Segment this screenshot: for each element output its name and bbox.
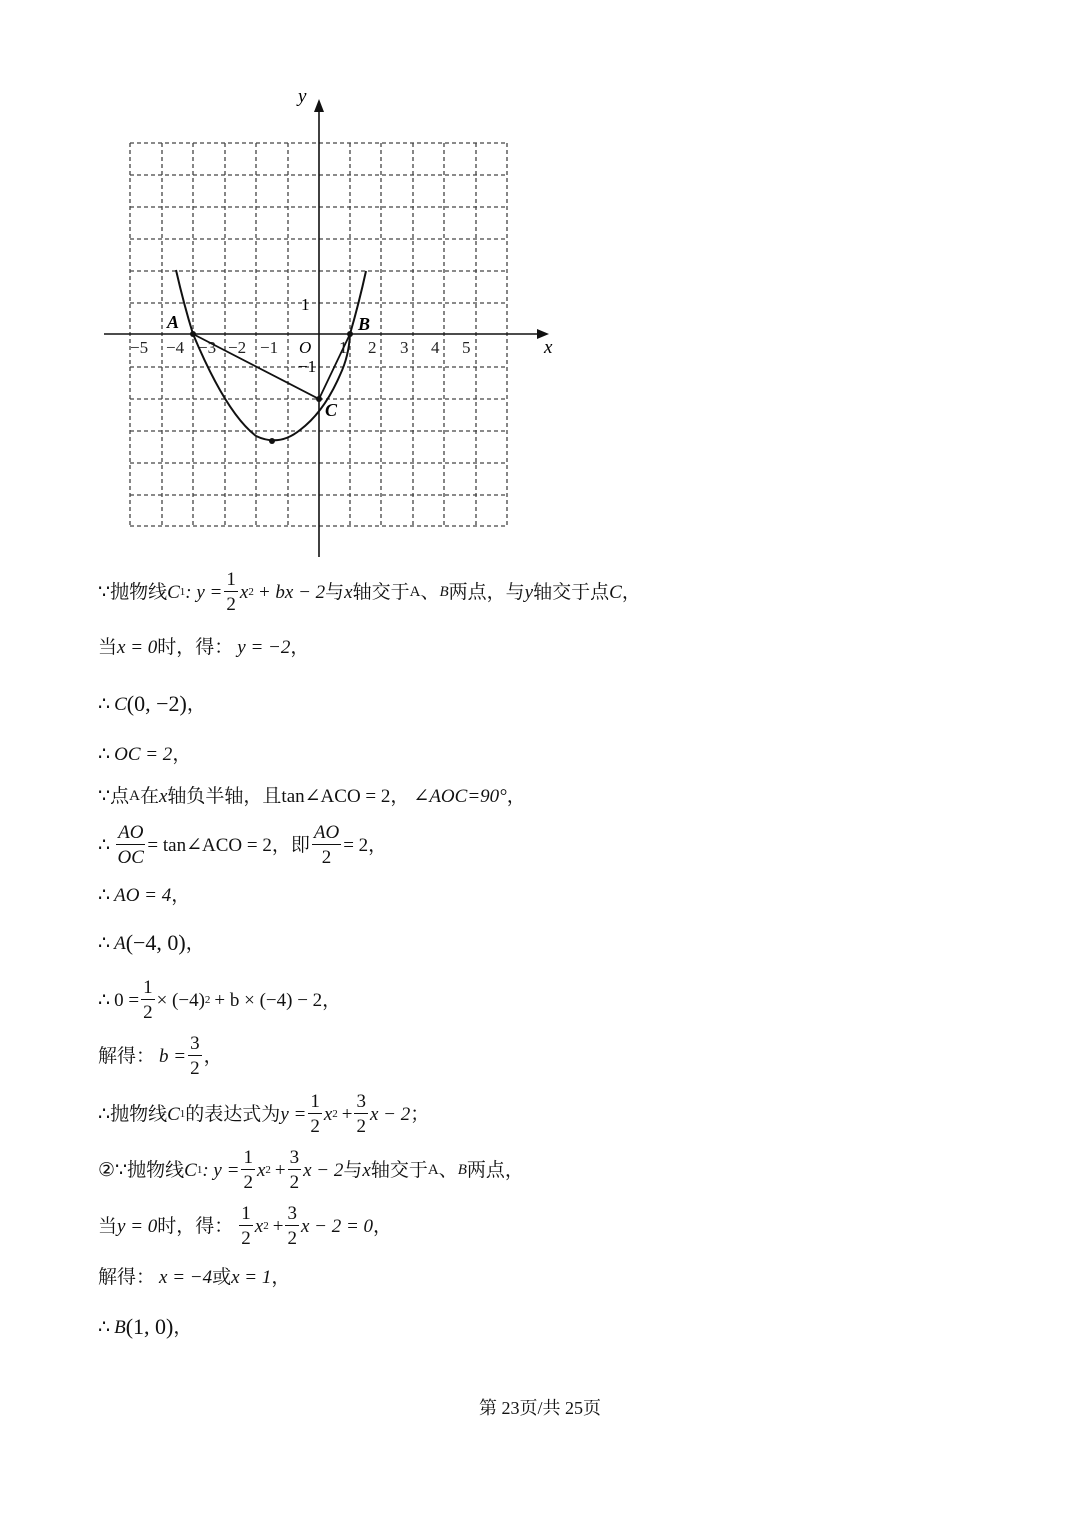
- solution-line-14: [98, 1268, 290, 1287]
- therefore-symbol: ∴: [98, 885, 111, 906]
- denominator: 2: [241, 1228, 251, 1249]
- subscript: 1: [179, 1107, 186, 1120]
- solution-line-9: [98, 978, 341, 1022]
- text: ；: [410, 1103, 430, 1125]
- text: 、: [438, 1159, 458, 1181]
- math: y =: [280, 1103, 307, 1125]
- math: C: [167, 1103, 180, 1125]
- text: ，: [271, 1267, 291, 1288]
- text: 点: [110, 786, 130, 807]
- superscript: 2: [204, 993, 211, 1006]
- math: A: [427, 1161, 439, 1178]
- denominator: 2: [356, 1116, 366, 1137]
- x-tick-label: −2: [228, 338, 247, 357]
- point-a-label: A: [167, 312, 180, 332]
- denominator: OC: [117, 847, 144, 868]
- superscript: 2: [332, 1107, 338, 1120]
- point-c-label: C: [325, 400, 338, 420]
- text: 与: [325, 581, 345, 603]
- text: 在: [139, 786, 159, 807]
- math: B: [114, 1316, 126, 1338]
- therefore-symbol: ∴: [98, 693, 111, 715]
- text: ，: [373, 1215, 393, 1237]
- text: 当: [98, 637, 118, 658]
- math: tan∠ACO = 2: [281, 786, 391, 807]
- math: ∠AOC=90°: [413, 786, 507, 807]
- math: : y =: [185, 581, 223, 603]
- math: x: [256, 1159, 266, 1181]
- math: y = 0: [117, 1215, 158, 1237]
- x-tick-label: 3: [400, 338, 409, 357]
- math: B: [457, 1161, 467, 1178]
- solution-line-2: [98, 638, 309, 657]
- parabola-graph: [96, 84, 566, 564]
- math: A: [409, 583, 421, 600]
- math: x: [323, 1103, 333, 1125]
- math: (1, 0): [125, 1314, 174, 1339]
- x-tick-label: −3: [198, 338, 217, 357]
- fraction: [141, 978, 155, 1022]
- math: = 2: [343, 834, 369, 856]
- solution-line-4: [98, 745, 191, 764]
- therefore-symbol: ∴: [98, 1103, 111, 1125]
- denominator: 2: [143, 1002, 153, 1023]
- math: C: [114, 693, 127, 715]
- fraction: [285, 1204, 299, 1248]
- x-tick-label: −1: [260, 338, 279, 357]
- solution-line-7: [98, 886, 190, 905]
- math: A: [129, 788, 140, 804]
- solution-line-13: [98, 1204, 392, 1248]
- text: 抛物线: [110, 1103, 168, 1125]
- numerator: 3: [190, 1033, 200, 1054]
- fraction: [312, 823, 341, 867]
- math: + bx − 2: [257, 581, 326, 603]
- math: B: [439, 583, 449, 600]
- math: x: [362, 1159, 371, 1181]
- fraction: [241, 1148, 255, 1192]
- point-a: [190, 331, 196, 337]
- text: ，: [390, 786, 410, 807]
- because-symbol: ∵: [115, 1159, 128, 1181]
- solution-line-6: [98, 823, 387, 867]
- text: 解得：: [98, 1045, 156, 1067]
- math: AO = 4: [114, 885, 172, 906]
- numerator: AO: [118, 822, 144, 843]
- math: x = 1: [231, 1267, 272, 1288]
- therefore-symbol: ∴: [98, 989, 111, 1011]
- numerator: 3: [356, 1091, 366, 1112]
- vertex-point: [269, 438, 275, 444]
- solution-line-3: [98, 693, 206, 715]
- solution-line-5: [98, 787, 526, 806]
- text: ，: [368, 834, 388, 856]
- math: + b × (−4) − 2: [214, 989, 323, 1011]
- math: +: [272, 1215, 284, 1237]
- numerator: 1: [226, 569, 236, 590]
- text: 两点，与: [448, 581, 525, 603]
- math: x: [344, 581, 353, 603]
- denominator: 2: [226, 594, 236, 615]
- numerator: 1: [143, 977, 153, 998]
- text: 的表达式为: [185, 1103, 281, 1125]
- origin-label: O: [299, 338, 312, 357]
- text: 抛物线: [127, 1159, 185, 1181]
- math: × (−4): [156, 989, 205, 1011]
- x-axis-label: x: [544, 337, 553, 358]
- x-tick-label: −5: [130, 338, 149, 357]
- subscript: 1: [179, 585, 186, 598]
- numerator: AO: [313, 822, 340, 843]
- math: x − 2: [303, 1159, 344, 1181]
- text: 轴交于: [370, 1159, 428, 1181]
- text: 时，得：: [157, 637, 234, 658]
- point-b: [347, 331, 353, 337]
- superscript: 2: [248, 585, 254, 598]
- text: 、: [420, 581, 440, 603]
- math: C: [609, 581, 622, 603]
- math: y: [524, 581, 534, 603]
- text: ，: [290, 637, 310, 658]
- denominator: 2: [243, 1172, 253, 1193]
- math: x − 2 = 0: [300, 1215, 374, 1237]
- math: (−4, 0): [125, 930, 186, 955]
- text: 解得：: [98, 1267, 156, 1288]
- numerator: 1: [310, 1091, 320, 1112]
- math: x: [158, 786, 168, 807]
- y-tick-label: −1: [298, 357, 317, 376]
- fraction: [354, 1092, 368, 1136]
- superscript: 2: [263, 1219, 269, 1232]
- math: (0, −2): [126, 691, 187, 716]
- x-tick-label: −4: [166, 338, 185, 357]
- solution-line-8: [98, 932, 205, 954]
- text: 当: [98, 1215, 118, 1237]
- fraction: [288, 1148, 302, 1192]
- math: x: [254, 1215, 264, 1237]
- solution-line-10: [98, 1034, 223, 1078]
- math: 0 =: [114, 989, 140, 1011]
- text: ，: [621, 581, 641, 603]
- denominator: 2: [289, 1172, 300, 1193]
- therefore-symbol: ∴: [98, 932, 111, 954]
- denominator: 2: [310, 1116, 320, 1137]
- numerator: 3: [289, 1147, 300, 1168]
- solution-line-1: [98, 570, 641, 614]
- text: 与: [343, 1159, 363, 1181]
- therefore-symbol: ∴: [98, 744, 111, 765]
- math: C: [184, 1159, 197, 1181]
- text: ，: [506, 786, 526, 807]
- text: 两点，: [466, 1159, 524, 1181]
- numerator: 1: [241, 1203, 251, 1224]
- text: ，: [186, 693, 206, 715]
- fraction: [308, 1092, 322, 1136]
- text: 抛物线: [110, 581, 168, 603]
- text: ，: [203, 1045, 223, 1067]
- math: x = −4: [159, 1267, 213, 1288]
- text: 轴负半轴，且: [167, 786, 282, 807]
- math: b =: [159, 1045, 187, 1067]
- math: = tan∠ACO = 2: [147, 834, 272, 856]
- subscript: 1: [196, 1163, 203, 1176]
- text: ，: [171, 885, 191, 906]
- math: x − 2: [369, 1103, 411, 1125]
- x-tick-label: 2: [368, 338, 377, 357]
- math: OC = 2: [114, 744, 173, 765]
- y-tick-label: 1: [301, 295, 310, 314]
- therefore-symbol: ∴: [98, 1316, 111, 1338]
- text: ，: [322, 989, 342, 1011]
- because-symbol: ∵: [98, 581, 111, 603]
- math: y = −2: [237, 637, 291, 658]
- because-symbol: ∵: [98, 786, 111, 807]
- fraction: [239, 1204, 253, 1248]
- math: x: [239, 581, 249, 603]
- solution-line-11: [98, 1092, 429, 1136]
- x-tick-label: 5: [462, 338, 471, 357]
- x-tick-label: 4: [431, 338, 440, 357]
- fraction: [188, 1034, 202, 1078]
- solution-line-15: [98, 1316, 192, 1338]
- therefore-symbol: ∴: [98, 834, 111, 856]
- fraction: [116, 823, 145, 867]
- math: C: [167, 581, 180, 603]
- text: ，: [173, 1316, 193, 1338]
- fraction: [224, 570, 238, 614]
- denominator: 2: [321, 847, 332, 868]
- math: +: [274, 1159, 286, 1181]
- circled-two: ②: [98, 1159, 116, 1181]
- math: x = 0: [117, 637, 158, 658]
- denominator: 2: [287, 1228, 297, 1249]
- denominator: 2: [190, 1058, 200, 1079]
- text: ，: [172, 744, 192, 765]
- numerator: 1: [243, 1147, 253, 1168]
- numerator: 3: [287, 1203, 297, 1224]
- point-b-label: B: [358, 314, 371, 334]
- math: +: [341, 1103, 353, 1125]
- math: : y =: [202, 1159, 240, 1181]
- superscript: 2: [265, 1163, 271, 1176]
- text: ，即: [271, 834, 310, 856]
- text: 时，得：: [157, 1215, 234, 1237]
- text: 轴交于: [352, 581, 410, 603]
- text: 轴交于点: [533, 581, 610, 603]
- text: ，: [185, 932, 205, 954]
- page-footer: 第 23页/共 25页: [478, 1398, 601, 1418]
- x-tick-label: 1: [339, 338, 348, 357]
- solution-line-12: [98, 1148, 524, 1192]
- math: A: [114, 932, 126, 954]
- point-c: [316, 396, 322, 402]
- y-axis-label: y: [298, 86, 307, 107]
- text: 或: [212, 1267, 232, 1288]
